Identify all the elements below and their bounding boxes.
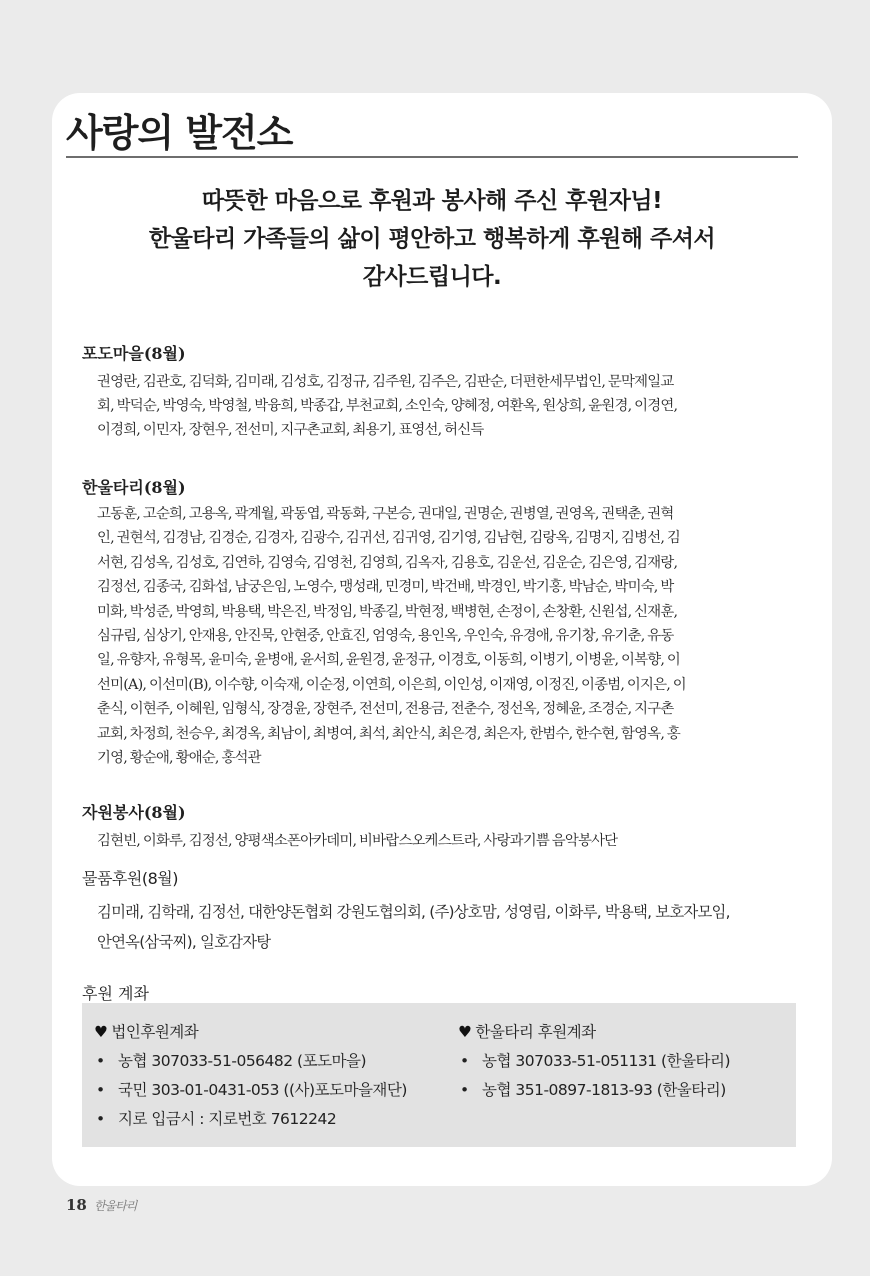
section-body-hanultari	[97, 502, 813, 770]
intro-line: 한울타리 가족들의 삶이 평안하고 행복하게 후원해 주셔서	[148, 226, 716, 252]
donor-line: 인, 권현석, 김경남, 김경순, 김경자, 김광수, 김귀선, 김귀영, 김기영, 김남현, 김랑옥, 김명지, 김병선, 김	[97, 530, 680, 547]
donor-line: 고동훈, 고순희, 고용옥, 곽계월, 곽동엽, 곽동화, 구본승, 권대일, 권명순, 권병열, 권영옥, 권택춘, 권혁	[97, 506, 674, 522]
bullet-icon: •	[96, 1110, 105, 1128]
section-heading-goods: 물품후원(8월)	[82, 869, 178, 888]
section-heading-hanultari: 한울타리(8월)	[82, 478, 186, 497]
donor-line: 김현빈, 이화루, 김정선, 양평색소폰아카데미, 비바랍스오케스트라, 사랑과기쁨 음악봉사단	[97, 833, 618, 849]
title-divider	[66, 156, 798, 158]
donor-line: 이경희, 이민자, 장현우, 전선미, 지구촌교회, 최용기, 표영선, 허신득	[97, 422, 484, 438]
bullet-icon: •	[460, 1052, 469, 1070]
donor-line: 회, 박덕순, 박영숙, 박영철, 박융희, 박종갑, 부천교회, 소인숙, 양혜정, 여환옥, 원상희, 윤원경, 이경연,	[97, 398, 678, 414]
donor-line: 춘식, 이현주, 이혜원, 임형식, 장경윤, 장현주, 전선미, 전용금, 전춘수, 정선옥, 정혜윤, 조경순, 지구촌	[97, 701, 674, 718]
donor-line: 서현, 김성옥, 김성호, 김연하, 김영숙, 김영천, 김영희, 김옥자, 김용호, 김운선, 김운순, 김은영, 김재랑,	[97, 554, 678, 571]
donor-line: 권영란, 김관호, 김덕화, 김미래, 김성호, 김정규, 김주원, 김주은, 김판순, 더편한세무법인, 문막제일교	[97, 374, 674, 390]
page-number: 18	[66, 1196, 87, 1214]
intro-message	[66, 182, 798, 296]
page-title: 사랑의 발전소	[66, 111, 293, 155]
heart-icon: ♥	[458, 1023, 472, 1041]
account-item: 농협 351-0897-1813-93 (한울타리)	[482, 1081, 726, 1099]
donor-line: 일, 유향자, 유형목, 윤미숙, 윤병애, 윤서희, 윤원경, 윤정규, 이경호, 이동희, 이병기, 이병윤, 이복향, 이	[97, 652, 680, 669]
account-group-title: 법인후원계좌	[111, 1023, 199, 1041]
hanultari-account-column	[458, 1018, 730, 1105]
donor-line: 기영, 황순애, 황애순, 홍석관	[97, 750, 261, 767]
bullet-icon: •	[96, 1081, 105, 1099]
donor-line: 미화, 박성준, 박영희, 박용택, 박은진, 박정임, 박종길, 박현정, 백병현, 손정이, 손창환, 신원섭, 신재훈,	[97, 603, 678, 620]
section-heading-volunteer: 자원봉사(8월)	[82, 803, 186, 822]
intro-line: 감사드립니다.	[362, 264, 502, 290]
section-body-podomaeul	[97, 370, 813, 442]
account-group-title: 한울타리 후원계좌	[475, 1023, 596, 1041]
donor-line: 김정선, 김종국, 김화섭, 남궁은임, 노영수, 맹성래, 민경미, 박건배, 박경인, 박기홍, 박남순, 박미숙, 박	[97, 579, 674, 596]
section-heading-podomaeul: 포도마을(8월)	[82, 344, 186, 363]
donor-line: 심규림, 심상기, 안재용, 안진묵, 안현중, 안효진, 엄영숙, 용인옥, 우인숙, 유경애, 유기창, 유기춘, 유동	[97, 628, 674, 645]
publication-logo: 한울타리	[94, 1199, 137, 1213]
bullet-icon: •	[96, 1052, 105, 1070]
corporate-account-column	[94, 1018, 407, 1134]
heart-icon: ♥	[94, 1023, 108, 1041]
section-body-goods	[97, 897, 813, 957]
account-item: 지로 입금시 : 지로번호 7612242	[118, 1110, 337, 1128]
accounts-heading: 후원 계좌	[82, 984, 149, 1003]
account-item: 농협 307033-51-051131 (한울타리)	[482, 1052, 731, 1070]
account-item: 국민 303-01-0431-053 ((사)포도마을재단)	[118, 1081, 407, 1099]
intro-line: 따뜻한 마음으로 후원과 봉사해 주신 후원자님!	[201, 188, 663, 214]
donor-line: 안연옥(삼국찌), 일호감자탕	[97, 933, 271, 951]
section-body-volunteer	[97, 829, 813, 853]
account-item: 농협 307033-51-056482 (포도마을)	[118, 1052, 367, 1070]
donor-line: 교회, 차정희, 천승우, 최경옥, 최남이, 최병여, 최석, 최안식, 최은경, 최은자, 한범수, 한수현, 함영옥, 홍	[97, 725, 680, 742]
donor-line: 선미(A), 이선미(B), 이수향, 이숙재, 이순정, 이연희, 이은희, 이인성, 이재영, 이정진, 이종범, 이지은, 이	[97, 676, 686, 693]
donor-line: 김미래, 김학래, 김정선, 대한양돈협회 강원도협의회, (주)상호맘, 성영림, 이화루, 박용택, 보호자모임,	[97, 903, 730, 921]
bullet-icon: •	[460, 1081, 469, 1099]
